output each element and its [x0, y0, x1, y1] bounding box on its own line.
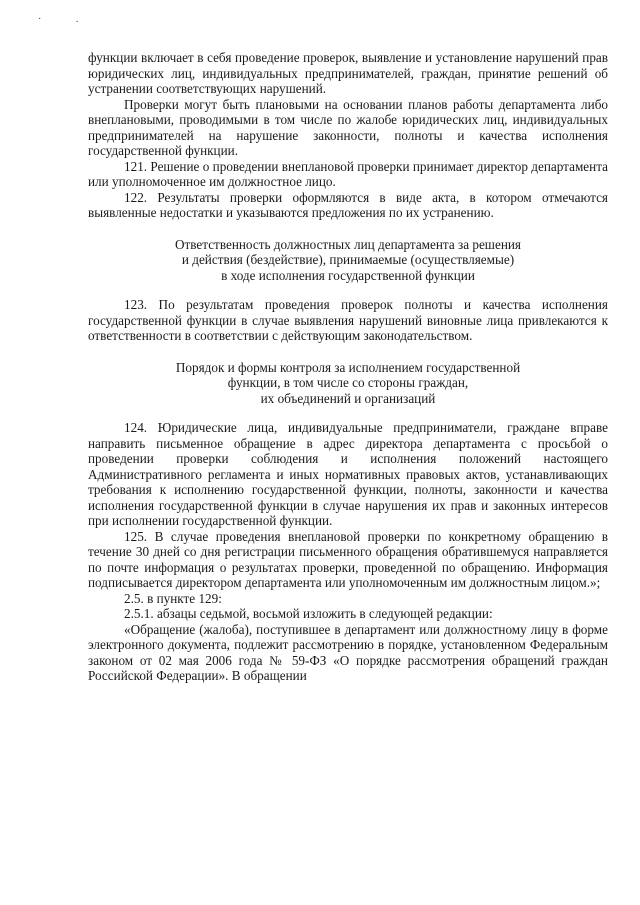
paragraph-2-5-1: 2.5.1. абзацы седьмой, восьмой изложить в следующей редакции: — [124, 606, 493, 621]
scan-marks: · . — [38, 14, 95, 25]
heading-line: Ответственность должностных лиц департамента за решения — [174, 236, 521, 252]
document-page — [88, 50, 608, 684]
heading-line: в ходе исполнения государственной функции — [221, 267, 475, 283]
paragraph-inspections-types: Проверки могут быть плановыми на основании планов работы департамента либо внеплановыми, проводимыми в том числе по жалобе юридических лиц, индивидуальных предпринимателей на нарушение законности, полноты и качества исполнения государственной функции. — [88, 96, 608, 158]
paragraph-123: 123. По результатам проведения проверок полноты и качества исполнения государственной функции в случае выявления нарушений виновные лица привлекаются к ответственности в соответствии с действующим законодательством. — [88, 297, 608, 343]
heading-control-forms — [88, 360, 608, 407]
heading-line: и действия (бездействие), принимаемые (осуществляемые) — [181, 252, 515, 267]
paragraph-125: 125. В случае проведения внеплановой проверки по конкретному обращению в течение 30 дней со дня регистрации письменного обращения обратившемуся направляется по почте информация о результатах проверки, проведенной по обращению. Информация подписывается директором департамента или уполномоченным им должностным лицом.»; — [88, 528, 608, 590]
heading-responsibility — [88, 237, 608, 284]
paragraph-2-5: 2.5. в пункте 129: — [124, 590, 222, 606]
paragraph-121: 121. Решение о проведении внеплановой проверки принимает директор департамента или уполномоченное им должностное лицо. — [88, 158, 608, 189]
heading-line: их объединений и организаций — [260, 390, 436, 406]
heading-line: Порядок и формы контроля за исполнением государственной — [175, 359, 521, 375]
heading-line: функции, в том числе со стороны граждан, — [227, 375, 469, 390]
paragraph-complaint: «Обращение (жалоба), поступившее в департамент или должностному лицу в форме электронного документа, подлежит рассмотрению в порядке, установленном Федеральным законом от 02 мая 2006 года № 59-ФЗ «О порядке рассмотрения обращений граждан Российской Федерации». В обращении — [88, 621, 608, 683]
paragraph-function-scope: функции включает в себя проведение проверок, выявление и установление нарушений прав юридических лиц, индивидуальных предпринимателей, граждан, принятие решений об устранении соответствующих нарушений. — [88, 50, 608, 96]
paragraph-122: 122. Результаты проверки оформляются в виде акта, в котором отмечаются выявленные недостатки и указываются предложения по их устранению. — [88, 189, 608, 220]
paragraph-124: 124. Юридические лица, индивидуальные предприниматели, граждане вправе направить письменное обращение в адрес директора департамента с просьбой о проведении проверки соблюдения и исполнения положений настоящего Административного регламента и иных нормативных правовых актов, устанавливающих требования к исполнению государственной функции, полноты, законности и качества исполнения государственной функции в случае нарушения их прав и законных интересов при исполнении государственной функции. — [88, 420, 608, 528]
